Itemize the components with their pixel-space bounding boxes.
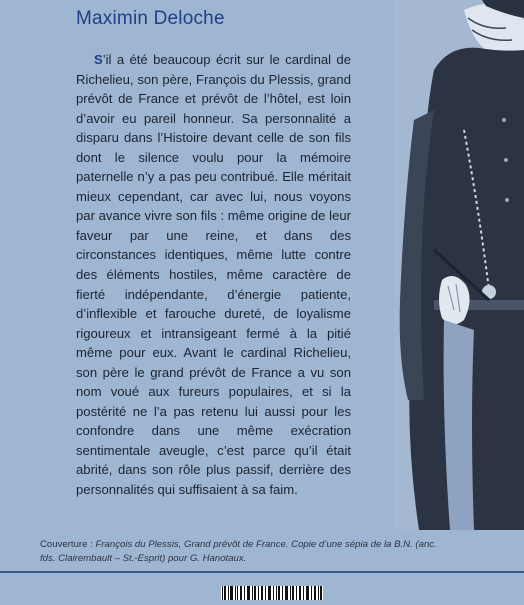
barcode (221, 586, 323, 600)
body-paragraph (76, 50, 351, 500)
body-text-content: ’il a été beaucoup écrit sur le cardinal de Richelieu, son père, François du Plessis, grand prévôt de France et prévôt de l’hôtel, est loin d’avoir eu pareil honneur. Sa personnalité a disparu dans l’Histoire devant celle de son fils dont le silence voulu pour la mémoire paternelle n’y a pas peu contribué. Elle méritait mieux cependant, car avec lui, nous voyons par avance vivre son fils : même origine de leur faveur par une reine, et dans des circonstances identiques, même lutte contre des éléments hostiles, même caractère de fierté indépendante, d’énergie patiente, d’inflexible et farouche dureté, de loyalisme rigoureux et intransigeant fermé à la pitié même pour eux. Avant le cardinal Richelieu, son père le grand prévôt de France a vu son nom voué aux fureurs populaires, et si la postérité ne l’a pas retenu lui aussi pour les confondre dans une même exécration sentimentale aveugle, c’est parce qu’il était abrité, dans son rôle plus passif, derrière des personnalités qui suffisaient à sa faim. (76, 52, 351, 498)
caption-prefix: Couverture : (40, 539, 96, 550)
dropcap-letter: S (94, 52, 103, 67)
caption-italic: François du Plessis, Grand prévôt de France. Copie d’une sépia de la B.N. (anc. fds. Clairembault – St.-Esprit) pour G. Hanotaux. (40, 539, 437, 564)
author-name: Maximin Deloche (76, 8, 225, 29)
divider-rule (0, 571, 524, 573)
cover-caption (40, 538, 450, 566)
portrait-engraving (394, 0, 524, 530)
